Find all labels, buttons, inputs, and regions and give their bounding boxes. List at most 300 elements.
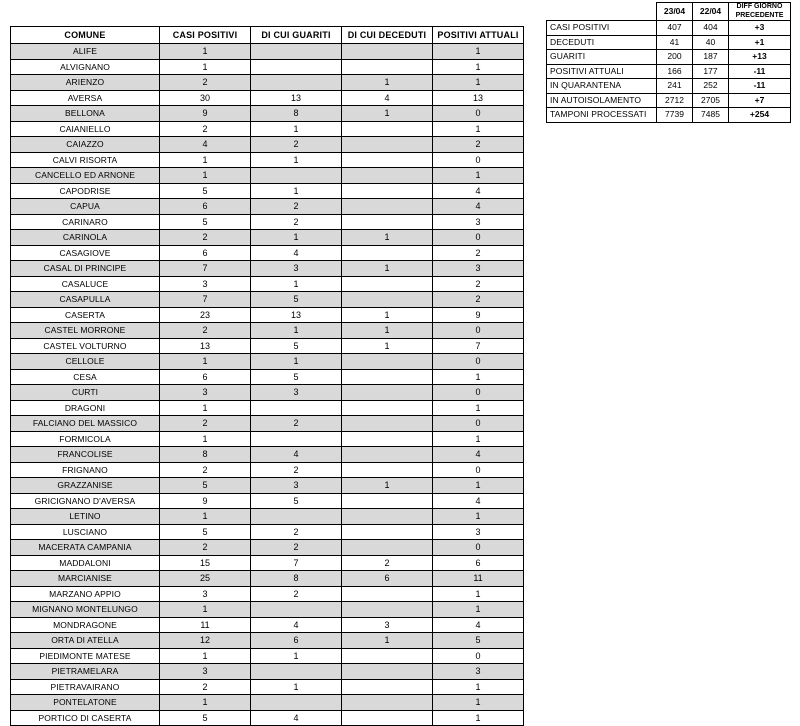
cell-di-cui-deceduti: 6 bbox=[342, 571, 433, 587]
column-header-di-cui-deceduti: DI CUI DECEDUTI bbox=[342, 27, 433, 44]
cell-positivi-attuali: 3 bbox=[433, 261, 524, 277]
cell-di-cui-deceduti: 1 bbox=[342, 230, 433, 246]
cell-positivi-attuali: 4 bbox=[433, 447, 524, 463]
cell-di-cui-deceduti bbox=[342, 493, 433, 509]
summary-cell-label: GUARITI bbox=[547, 50, 657, 65]
cell-positivi-attuali: 0 bbox=[433, 540, 524, 556]
cell-comune: PONTELATONE bbox=[11, 695, 160, 711]
cell-di-cui-deceduti: 1 bbox=[342, 261, 433, 277]
cell-di-cui-guariti: 1 bbox=[251, 230, 342, 246]
cell-di-cui-guariti bbox=[251, 695, 342, 711]
cell-casi-positivi: 6 bbox=[160, 369, 251, 385]
table-row bbox=[11, 199, 524, 215]
table-row bbox=[11, 617, 524, 633]
cell-positivi-attuali: 0 bbox=[433, 323, 524, 339]
cell-casi-positivi: 15 bbox=[160, 555, 251, 571]
cell-di-cui-deceduti bbox=[342, 602, 433, 618]
cell-di-cui-deceduti bbox=[342, 199, 433, 215]
cell-di-cui-guariti: 2 bbox=[251, 214, 342, 230]
cell-comune: MIGNANO MONTELUNGO bbox=[11, 602, 160, 618]
cell-casi-positivi: 3 bbox=[160, 276, 251, 292]
cell-di-cui-guariti: 1 bbox=[251, 152, 342, 168]
cell-positivi-attuali: 1 bbox=[433, 509, 524, 525]
cell-di-cui-deceduti bbox=[342, 586, 433, 602]
cell-positivi-attuali: 1 bbox=[433, 710, 524, 726]
cell-di-cui-deceduti bbox=[342, 369, 433, 385]
table-row bbox=[11, 292, 524, 308]
cell-di-cui-deceduti bbox=[342, 695, 433, 711]
cell-di-cui-deceduti: 1 bbox=[342, 307, 433, 323]
table-row bbox=[11, 44, 524, 60]
summary-row bbox=[547, 50, 791, 65]
cell-casi-positivi: 5 bbox=[160, 183, 251, 199]
cell-comune: PIEDIMONTE MATESE bbox=[11, 648, 160, 664]
cell-casi-positivi: 11 bbox=[160, 617, 251, 633]
cell-casi-positivi: 1 bbox=[160, 431, 251, 447]
cell-casi-positivi: 2 bbox=[160, 416, 251, 432]
cell-casi-positivi: 9 bbox=[160, 493, 251, 509]
cell-di-cui-deceduti bbox=[342, 183, 433, 199]
cell-positivi-attuali: 0 bbox=[433, 416, 524, 432]
summary-cell-diff: +3 bbox=[729, 21, 791, 36]
cell-di-cui-deceduti bbox=[342, 59, 433, 75]
cell-positivi-attuali: 0 bbox=[433, 648, 524, 664]
cell-comune: MARZANO APPIO bbox=[11, 586, 160, 602]
cell-comune: FALCIANO DEL MASSICO bbox=[11, 416, 160, 432]
table-row bbox=[11, 59, 524, 75]
table-row bbox=[11, 168, 524, 184]
cell-di-cui-deceduti: 1 bbox=[342, 633, 433, 649]
cell-di-cui-guariti: 2 bbox=[251, 199, 342, 215]
cell-casi-positivi: 2 bbox=[160, 323, 251, 339]
cell-di-cui-deceduti bbox=[342, 385, 433, 401]
summary-table bbox=[546, 2, 791, 123]
municipalities-table-body bbox=[11, 44, 524, 726]
cell-positivi-attuali: 1 bbox=[433, 59, 524, 75]
summary-cell-date-2: 252 bbox=[693, 79, 729, 94]
cell-di-cui-deceduti bbox=[342, 44, 433, 60]
summary-cell-date-2: 40 bbox=[693, 35, 729, 50]
table-row bbox=[11, 245, 524, 261]
summary-cell-label: TAMPONI PROCESSATI bbox=[547, 108, 657, 123]
cell-comune: CAPODRISE bbox=[11, 183, 160, 199]
cell-di-cui-deceduti bbox=[342, 447, 433, 463]
cell-comune: CARINOLA bbox=[11, 230, 160, 246]
cell-positivi-attuali: 1 bbox=[433, 695, 524, 711]
cell-casi-positivi: 6 bbox=[160, 199, 251, 215]
table-row bbox=[11, 602, 524, 618]
cell-casi-positivi: 12 bbox=[160, 633, 251, 649]
table-row bbox=[11, 648, 524, 664]
cell-di-cui-guariti bbox=[251, 664, 342, 680]
summary-cell-diff: +254 bbox=[729, 108, 791, 123]
cell-di-cui-deceduti bbox=[342, 648, 433, 664]
table-row bbox=[11, 338, 524, 354]
cell-di-cui-deceduti bbox=[342, 400, 433, 416]
cell-positivi-attuali: 3 bbox=[433, 664, 524, 680]
cell-positivi-attuali: 2 bbox=[433, 245, 524, 261]
cell-positivi-attuali: 6 bbox=[433, 555, 524, 571]
cell-casi-positivi: 2 bbox=[160, 75, 251, 91]
cell-positivi-attuali: 13 bbox=[433, 90, 524, 106]
cell-di-cui-deceduti: 1 bbox=[342, 75, 433, 91]
cell-casi-positivi: 1 bbox=[160, 509, 251, 525]
cell-casi-positivi: 1 bbox=[160, 648, 251, 664]
cell-comune: DRAGONI bbox=[11, 400, 160, 416]
cell-comune: ARIENZO bbox=[11, 75, 160, 91]
cell-di-cui-deceduti: 4 bbox=[342, 90, 433, 106]
cell-positivi-attuali: 2 bbox=[433, 137, 524, 153]
cell-di-cui-deceduti bbox=[342, 431, 433, 447]
cell-positivi-attuali: 2 bbox=[433, 276, 524, 292]
cell-di-cui-guariti: 3 bbox=[251, 261, 342, 277]
cell-casi-positivi: 23 bbox=[160, 307, 251, 323]
summary-cell-label: IN AUTOISOLAMENTO bbox=[547, 93, 657, 108]
summary-cell-diff: -11 bbox=[729, 64, 791, 79]
cell-casi-positivi: 1 bbox=[160, 59, 251, 75]
cell-di-cui-guariti: 5 bbox=[251, 292, 342, 308]
table-row bbox=[11, 540, 524, 556]
cell-casi-positivi: 2 bbox=[160, 679, 251, 695]
cell-di-cui-deceduti bbox=[342, 292, 433, 308]
summary-cell-date-1: 166 bbox=[657, 64, 693, 79]
summary-cell-date-1: 7739 bbox=[657, 108, 693, 123]
column-header-positivi-attuali: POSITIVI ATTUALI bbox=[433, 27, 524, 44]
cell-di-cui-deceduti bbox=[342, 168, 433, 184]
table-row bbox=[11, 369, 524, 385]
cell-comune: CASTEL MORRONE bbox=[11, 323, 160, 339]
cell-positivi-attuali: 1 bbox=[433, 431, 524, 447]
cell-di-cui-guariti: 1 bbox=[251, 679, 342, 695]
summary-corner-cell bbox=[547, 3, 657, 21]
cell-comune: CESA bbox=[11, 369, 160, 385]
cell-positivi-attuali: 4 bbox=[433, 617, 524, 633]
cell-casi-positivi: 25 bbox=[160, 571, 251, 587]
cell-di-cui-guariti: 3 bbox=[251, 385, 342, 401]
summary-cell-diff: +13 bbox=[729, 50, 791, 65]
cell-comune: GRICIGNANO D'AVERSA bbox=[11, 493, 160, 509]
cell-casi-positivi: 8 bbox=[160, 447, 251, 463]
cell-comune: CASAPULLA bbox=[11, 292, 160, 308]
cell-comune: FORMICOLA bbox=[11, 431, 160, 447]
cell-positivi-attuali: 1 bbox=[433, 679, 524, 695]
cell-positivi-attuali: 0 bbox=[433, 152, 524, 168]
summary-cell-date-1: 2712 bbox=[657, 93, 693, 108]
cell-di-cui-deceduti bbox=[342, 664, 433, 680]
municipalities-header-row bbox=[11, 27, 524, 44]
table-row bbox=[11, 121, 524, 137]
cell-di-cui-guariti: 3 bbox=[251, 478, 342, 494]
cell-di-cui-deceduti bbox=[342, 137, 433, 153]
table-row bbox=[11, 509, 524, 525]
cell-comune: CASAL DI PRINCIPE bbox=[11, 261, 160, 277]
cell-casi-positivi: 6 bbox=[160, 245, 251, 261]
cell-positivi-attuali: 1 bbox=[433, 75, 524, 91]
cell-positivi-attuali: 0 bbox=[433, 385, 524, 401]
cell-di-cui-guariti bbox=[251, 400, 342, 416]
cell-di-cui-deceduti: 3 bbox=[342, 617, 433, 633]
table-row bbox=[11, 664, 524, 680]
summary-header-diff: DIFF GIORNO PRECEDENTE bbox=[729, 3, 791, 21]
cell-di-cui-guariti bbox=[251, 509, 342, 525]
summary-cell-diff: +1 bbox=[729, 35, 791, 50]
column-header-comune: COMUNE bbox=[11, 27, 160, 44]
cell-comune: ALVIGNANO bbox=[11, 59, 160, 75]
cell-comune: CANCELLO ED ARNONE bbox=[11, 168, 160, 184]
cell-di-cui-guariti: 2 bbox=[251, 137, 342, 153]
cell-casi-positivi: 2 bbox=[160, 540, 251, 556]
cell-casi-positivi: 13 bbox=[160, 338, 251, 354]
table-row bbox=[11, 354, 524, 370]
cell-comune: PORTICO DI CASERTA bbox=[11, 710, 160, 726]
cell-comune: MARCIANISE bbox=[11, 571, 160, 587]
cell-di-cui-deceduti: 1 bbox=[342, 478, 433, 494]
cell-di-cui-guariti: 2 bbox=[251, 540, 342, 556]
table-row bbox=[11, 571, 524, 587]
cell-comune: PIETRAMELARA bbox=[11, 664, 160, 680]
cell-di-cui-deceduti bbox=[342, 214, 433, 230]
cell-comune: CARINARO bbox=[11, 214, 160, 230]
cell-di-cui-deceduti bbox=[342, 416, 433, 432]
cell-di-cui-deceduti bbox=[342, 354, 433, 370]
cell-comune: CASAGIOVE bbox=[11, 245, 160, 261]
cell-di-cui-deceduti bbox=[342, 462, 433, 478]
summary-cell-label: IN QUARANTENA bbox=[547, 79, 657, 94]
cell-di-cui-guariti: 2 bbox=[251, 524, 342, 540]
table-row bbox=[11, 524, 524, 540]
cell-di-cui-guariti: 4 bbox=[251, 617, 342, 633]
table-row bbox=[11, 493, 524, 509]
cell-di-cui-guariti: 7 bbox=[251, 555, 342, 571]
cell-casi-positivi: 5 bbox=[160, 710, 251, 726]
cell-casi-positivi: 1 bbox=[160, 354, 251, 370]
cell-positivi-attuali: 11 bbox=[433, 571, 524, 587]
summary-table-body bbox=[547, 21, 791, 123]
cell-positivi-attuali: 9 bbox=[433, 307, 524, 323]
table-row bbox=[11, 710, 524, 726]
summary-row bbox=[547, 79, 791, 94]
summary-table-container bbox=[546, 2, 790, 123]
municipalities-table bbox=[10, 26, 524, 726]
cell-di-cui-guariti: 4 bbox=[251, 710, 342, 726]
cell-casi-positivi: 5 bbox=[160, 478, 251, 494]
table-row bbox=[11, 555, 524, 571]
cell-positivi-attuali: 7 bbox=[433, 338, 524, 354]
table-row bbox=[11, 276, 524, 292]
table-row bbox=[11, 230, 524, 246]
summary-cell-date-2: 7485 bbox=[693, 108, 729, 123]
cell-casi-positivi: 3 bbox=[160, 664, 251, 680]
summary-cell-date-1: 200 bbox=[657, 50, 693, 65]
cell-di-cui-deceduti: 1 bbox=[342, 323, 433, 339]
cell-di-cui-deceduti bbox=[342, 509, 433, 525]
cell-di-cui-guariti: 5 bbox=[251, 493, 342, 509]
cell-di-cui-guariti bbox=[251, 168, 342, 184]
cell-di-cui-guariti: 4 bbox=[251, 245, 342, 261]
table-row bbox=[11, 478, 524, 494]
cell-di-cui-guariti: 1 bbox=[251, 121, 342, 137]
cell-di-cui-deceduti: 1 bbox=[342, 106, 433, 122]
table-row bbox=[11, 106, 524, 122]
cell-comune: LUSCIANO bbox=[11, 524, 160, 540]
cell-comune: CELLOLE bbox=[11, 354, 160, 370]
cell-casi-positivi: 3 bbox=[160, 586, 251, 602]
cell-positivi-attuali: 1 bbox=[433, 478, 524, 494]
cell-casi-positivi: 3 bbox=[160, 385, 251, 401]
cell-di-cui-deceduti bbox=[342, 710, 433, 726]
cell-comune: ORTA DI ATELLA bbox=[11, 633, 160, 649]
cell-casi-positivi: 2 bbox=[160, 462, 251, 478]
cell-casi-positivi: 1 bbox=[160, 152, 251, 168]
summary-row bbox=[547, 21, 791, 36]
summary-cell-date-1: 41 bbox=[657, 35, 693, 50]
summary-header-row bbox=[547, 3, 791, 21]
cell-positivi-attuali: 3 bbox=[433, 214, 524, 230]
table-row bbox=[11, 695, 524, 711]
cell-di-cui-guariti bbox=[251, 602, 342, 618]
cell-di-cui-deceduti bbox=[342, 121, 433, 137]
cell-casi-positivi: 7 bbox=[160, 292, 251, 308]
cell-di-cui-deceduti bbox=[342, 245, 433, 261]
table-row bbox=[11, 152, 524, 168]
summary-row bbox=[547, 64, 791, 79]
cell-di-cui-guariti: 4 bbox=[251, 447, 342, 463]
cell-comune: CAIANIELLO bbox=[11, 121, 160, 137]
cell-positivi-attuali: 1 bbox=[433, 400, 524, 416]
table-row bbox=[11, 462, 524, 478]
summary-row bbox=[547, 108, 791, 123]
summary-cell-label: CASI POSITIVI bbox=[547, 21, 657, 36]
table-row bbox=[11, 416, 524, 432]
summary-row bbox=[547, 35, 791, 50]
cell-positivi-attuali: 4 bbox=[433, 199, 524, 215]
cell-di-cui-deceduti bbox=[342, 524, 433, 540]
cell-casi-positivi: 30 bbox=[160, 90, 251, 106]
cell-positivi-attuali: 4 bbox=[433, 183, 524, 199]
summary-row bbox=[547, 93, 791, 108]
cell-comune: ALIFE bbox=[11, 44, 160, 60]
cell-comune: FRANCOLISE bbox=[11, 447, 160, 463]
cell-casi-positivi: 9 bbox=[160, 106, 251, 122]
cell-di-cui-guariti: 1 bbox=[251, 648, 342, 664]
cell-comune: MADDALONI bbox=[11, 555, 160, 571]
table-row bbox=[11, 183, 524, 199]
cell-comune: CASTEL VOLTURNO bbox=[11, 338, 160, 354]
cell-comune: CALVI RISORTA bbox=[11, 152, 160, 168]
cell-positivi-attuali: 0 bbox=[433, 106, 524, 122]
cell-di-cui-guariti: 2 bbox=[251, 462, 342, 478]
cell-comune: CASERTA bbox=[11, 307, 160, 323]
cell-positivi-attuali: 0 bbox=[433, 462, 524, 478]
cell-di-cui-guariti bbox=[251, 431, 342, 447]
summary-cell-date-2: 187 bbox=[693, 50, 729, 65]
cell-comune: BELLONA bbox=[11, 106, 160, 122]
cell-positivi-attuali: 1 bbox=[433, 121, 524, 137]
table-row bbox=[11, 261, 524, 277]
cell-positivi-attuali: 5 bbox=[433, 633, 524, 649]
cell-comune: GRAZZANISE bbox=[11, 478, 160, 494]
cell-di-cui-guariti: 5 bbox=[251, 338, 342, 354]
summary-cell-label: POSITIVI ATTUALI bbox=[547, 64, 657, 79]
summary-cell-diff: +7 bbox=[729, 93, 791, 108]
table-row bbox=[11, 214, 524, 230]
cell-casi-positivi: 5 bbox=[160, 524, 251, 540]
summary-cell-date-1: 241 bbox=[657, 79, 693, 94]
cell-di-cui-guariti: 1 bbox=[251, 354, 342, 370]
cell-comune: CURTI bbox=[11, 385, 160, 401]
cell-casi-positivi: 5 bbox=[160, 214, 251, 230]
summary-cell-label: DECEDUTI bbox=[547, 35, 657, 50]
cell-di-cui-deceduti bbox=[342, 540, 433, 556]
cell-comune: CAPUA bbox=[11, 199, 160, 215]
summary-cell-date-2: 177 bbox=[693, 64, 729, 79]
summary-cell-date-2: 2705 bbox=[693, 93, 729, 108]
summary-cell-date-2: 404 bbox=[693, 21, 729, 36]
table-row bbox=[11, 137, 524, 153]
cell-casi-positivi: 7 bbox=[160, 261, 251, 277]
cell-casi-positivi: 1 bbox=[160, 400, 251, 416]
cell-positivi-attuali: 1 bbox=[433, 168, 524, 184]
cell-di-cui-guariti: 1 bbox=[251, 183, 342, 199]
cell-comune: FRIGNANO bbox=[11, 462, 160, 478]
table-row bbox=[11, 431, 524, 447]
cell-di-cui-guariti: 13 bbox=[251, 90, 342, 106]
cell-comune: MONDRAGONE bbox=[11, 617, 160, 633]
summary-header-date-1: 23/04 bbox=[657, 3, 693, 21]
cell-casi-positivi: 1 bbox=[160, 602, 251, 618]
cell-di-cui-guariti: 2 bbox=[251, 586, 342, 602]
cell-casi-positivi: 1 bbox=[160, 168, 251, 184]
summary-cell-diff: -11 bbox=[729, 79, 791, 94]
cell-positivi-attuali: 1 bbox=[433, 602, 524, 618]
cell-di-cui-guariti: 6 bbox=[251, 633, 342, 649]
cell-di-cui-deceduti bbox=[342, 152, 433, 168]
cell-di-cui-deceduti bbox=[342, 679, 433, 695]
cell-di-cui-guariti: 1 bbox=[251, 323, 342, 339]
column-header-di-cui-guariti: DI CUI GUARITI bbox=[251, 27, 342, 44]
cell-positivi-attuali: 4 bbox=[433, 493, 524, 509]
cell-casi-positivi: 2 bbox=[160, 121, 251, 137]
cell-comune: CAIAZZO bbox=[11, 137, 160, 153]
cell-di-cui-deceduti: 1 bbox=[342, 338, 433, 354]
table-row bbox=[11, 385, 524, 401]
cell-comune: MACERATA CAMPANIA bbox=[11, 540, 160, 556]
cell-positivi-attuali: 1 bbox=[433, 586, 524, 602]
table-row bbox=[11, 447, 524, 463]
cell-casi-positivi: 4 bbox=[160, 137, 251, 153]
cell-comune: CASALUCE bbox=[11, 276, 160, 292]
cell-comune: AVERSA bbox=[11, 90, 160, 106]
column-header-casi-positivi: CASI POSITIVI bbox=[160, 27, 251, 44]
cell-di-cui-guariti: 2 bbox=[251, 416, 342, 432]
cell-di-cui-deceduti: 2 bbox=[342, 555, 433, 571]
municipalities-table-container bbox=[10, 26, 524, 726]
cell-di-cui-guariti bbox=[251, 44, 342, 60]
table-row bbox=[11, 90, 524, 106]
cell-di-cui-deceduti bbox=[342, 276, 433, 292]
summary-cell-date-1: 407 bbox=[657, 21, 693, 36]
cell-positivi-attuali: 1 bbox=[433, 369, 524, 385]
table-row bbox=[11, 323, 524, 339]
cell-di-cui-guariti bbox=[251, 59, 342, 75]
table-row bbox=[11, 400, 524, 416]
table-row bbox=[11, 307, 524, 323]
cell-positivi-attuali: 1 bbox=[433, 44, 524, 60]
cell-comune: LETINO bbox=[11, 509, 160, 525]
cell-di-cui-guariti: 5 bbox=[251, 369, 342, 385]
cell-di-cui-guariti: 8 bbox=[251, 571, 342, 587]
cell-casi-positivi: 1 bbox=[160, 695, 251, 711]
